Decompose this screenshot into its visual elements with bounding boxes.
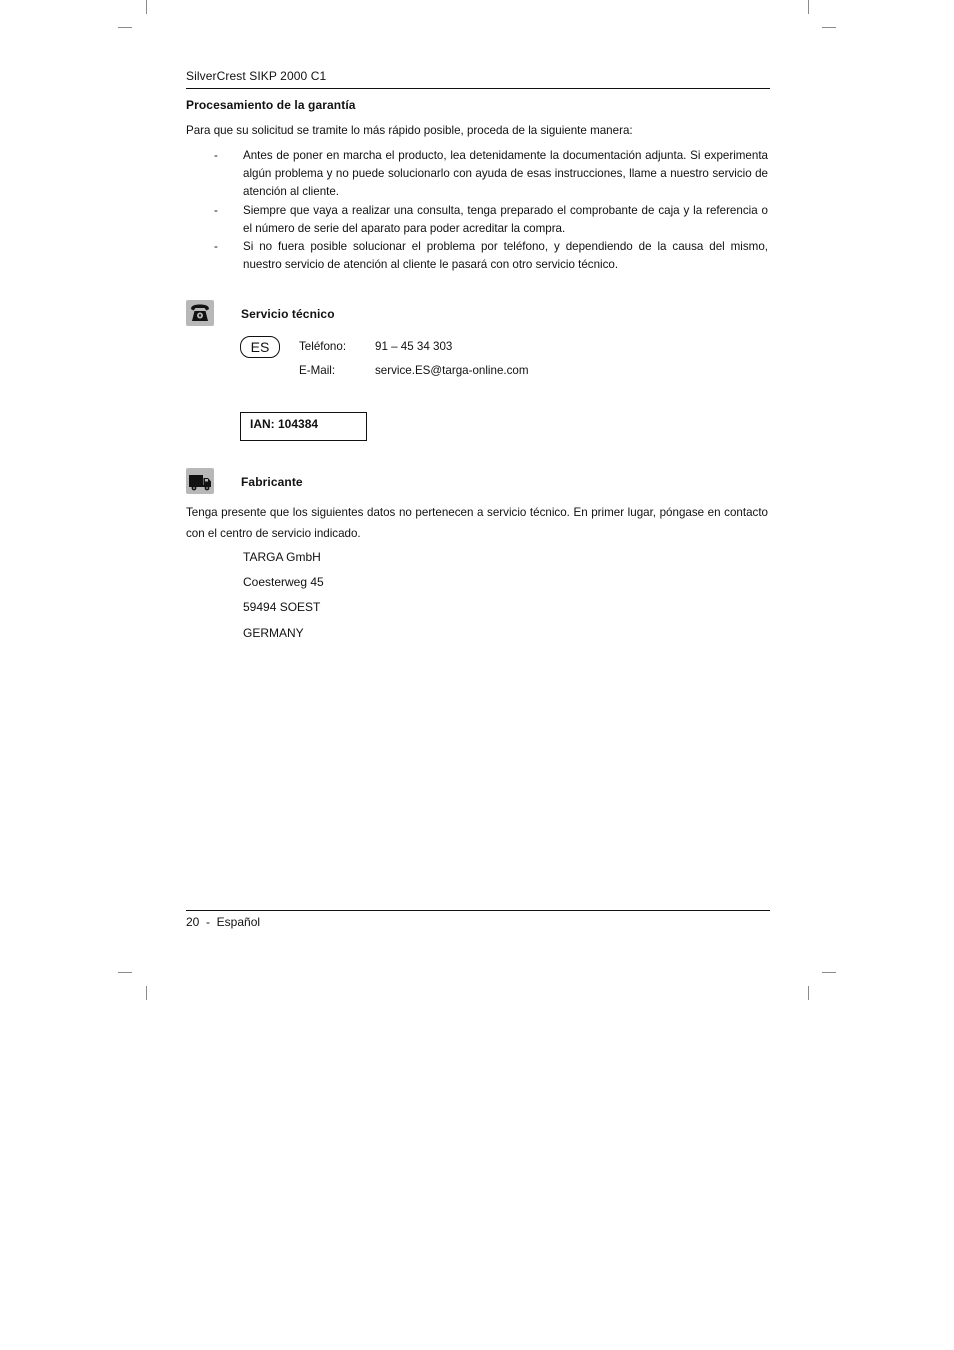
phone-label: Teléfono: bbox=[299, 340, 347, 353]
crop-mark-bottom-left-horizontal bbox=[118, 972, 132, 973]
warranty-item-2: Siempre que vaya a realizar una consulta, tenga preparado el comprobante de caja y la referencia o el número de serie del aparato para poder acreditar la compra. bbox=[243, 204, 768, 235]
bullet-marker: - bbox=[214, 240, 218, 253]
address-line-street: Coesterweg 45 bbox=[243, 575, 324, 589]
manufacturer-note: Tenga presente que los siguientes datos no pertenecen a servicio técnico. En primer lugar, póngase en contacto con el centro de servicio indicado. bbox=[186, 506, 768, 540]
address-line-city: 59494 SOEST bbox=[243, 600, 321, 614]
footer-rule bbox=[186, 910, 770, 911]
crop-mark-bottom-right-vertical bbox=[808, 986, 809, 1000]
page-number: 20 - Español bbox=[186, 915, 261, 929]
crop-mark-top-right-vertical bbox=[808, 0, 809, 14]
crop-mark-bottom-left-vertical bbox=[146, 986, 147, 1000]
crop-mark-top-right-horizontal bbox=[822, 27, 836, 28]
header-rule bbox=[186, 88, 770, 89]
crop-mark-top-left-vertical bbox=[146, 0, 147, 14]
email-value: service.ES@targa-online.com bbox=[375, 364, 529, 377]
warranty-item-3: Si no fuera posible solucionar el problema por teléfono, y dependiendo de la causa del mismo, nuestro servicio de atención al cliente le pasará con otro servicio técnico. bbox=[243, 240, 768, 271]
email-label: E-Mail: bbox=[299, 364, 336, 377]
crop-mark-bottom-right-horizontal bbox=[822, 972, 836, 973]
manufacturer-heading: Fabricante bbox=[241, 475, 303, 489]
warranty-intro: Para que su solicitud se tramite lo más rápido posible, proceda de la siguiente manera: bbox=[186, 124, 633, 137]
truck-icon bbox=[186, 468, 214, 494]
document-header-title: SilverCrest SIKP 2000 C1 bbox=[186, 69, 327, 83]
country-badge: ES bbox=[240, 336, 280, 358]
address-line-company: TARGA GmbH bbox=[243, 550, 321, 564]
bullet-marker: - bbox=[214, 149, 218, 162]
crop-mark-top-left-horizontal bbox=[118, 27, 132, 28]
telephone-icon bbox=[186, 300, 214, 326]
service-heading: Servicio técnico bbox=[241, 307, 335, 321]
warranty-item-1: Antes de poner en marcha el producto, lea detenidamente la documentación adjunta. Si experimenta algún problema y no puede solucionarlo con ayuda de esas instrucciones, llame a nuestro servicio de atención al cliente. bbox=[243, 149, 768, 198]
bullet-marker: - bbox=[214, 204, 218, 217]
ian-number: IAN: 104384 bbox=[250, 417, 319, 431]
warranty-heading: Procesamiento de la garantía bbox=[186, 98, 356, 112]
ian-box bbox=[240, 412, 367, 441]
phone-value: 91 – 45 34 303 bbox=[375, 340, 453, 353]
address-line-country: GERMANY bbox=[243, 626, 304, 640]
